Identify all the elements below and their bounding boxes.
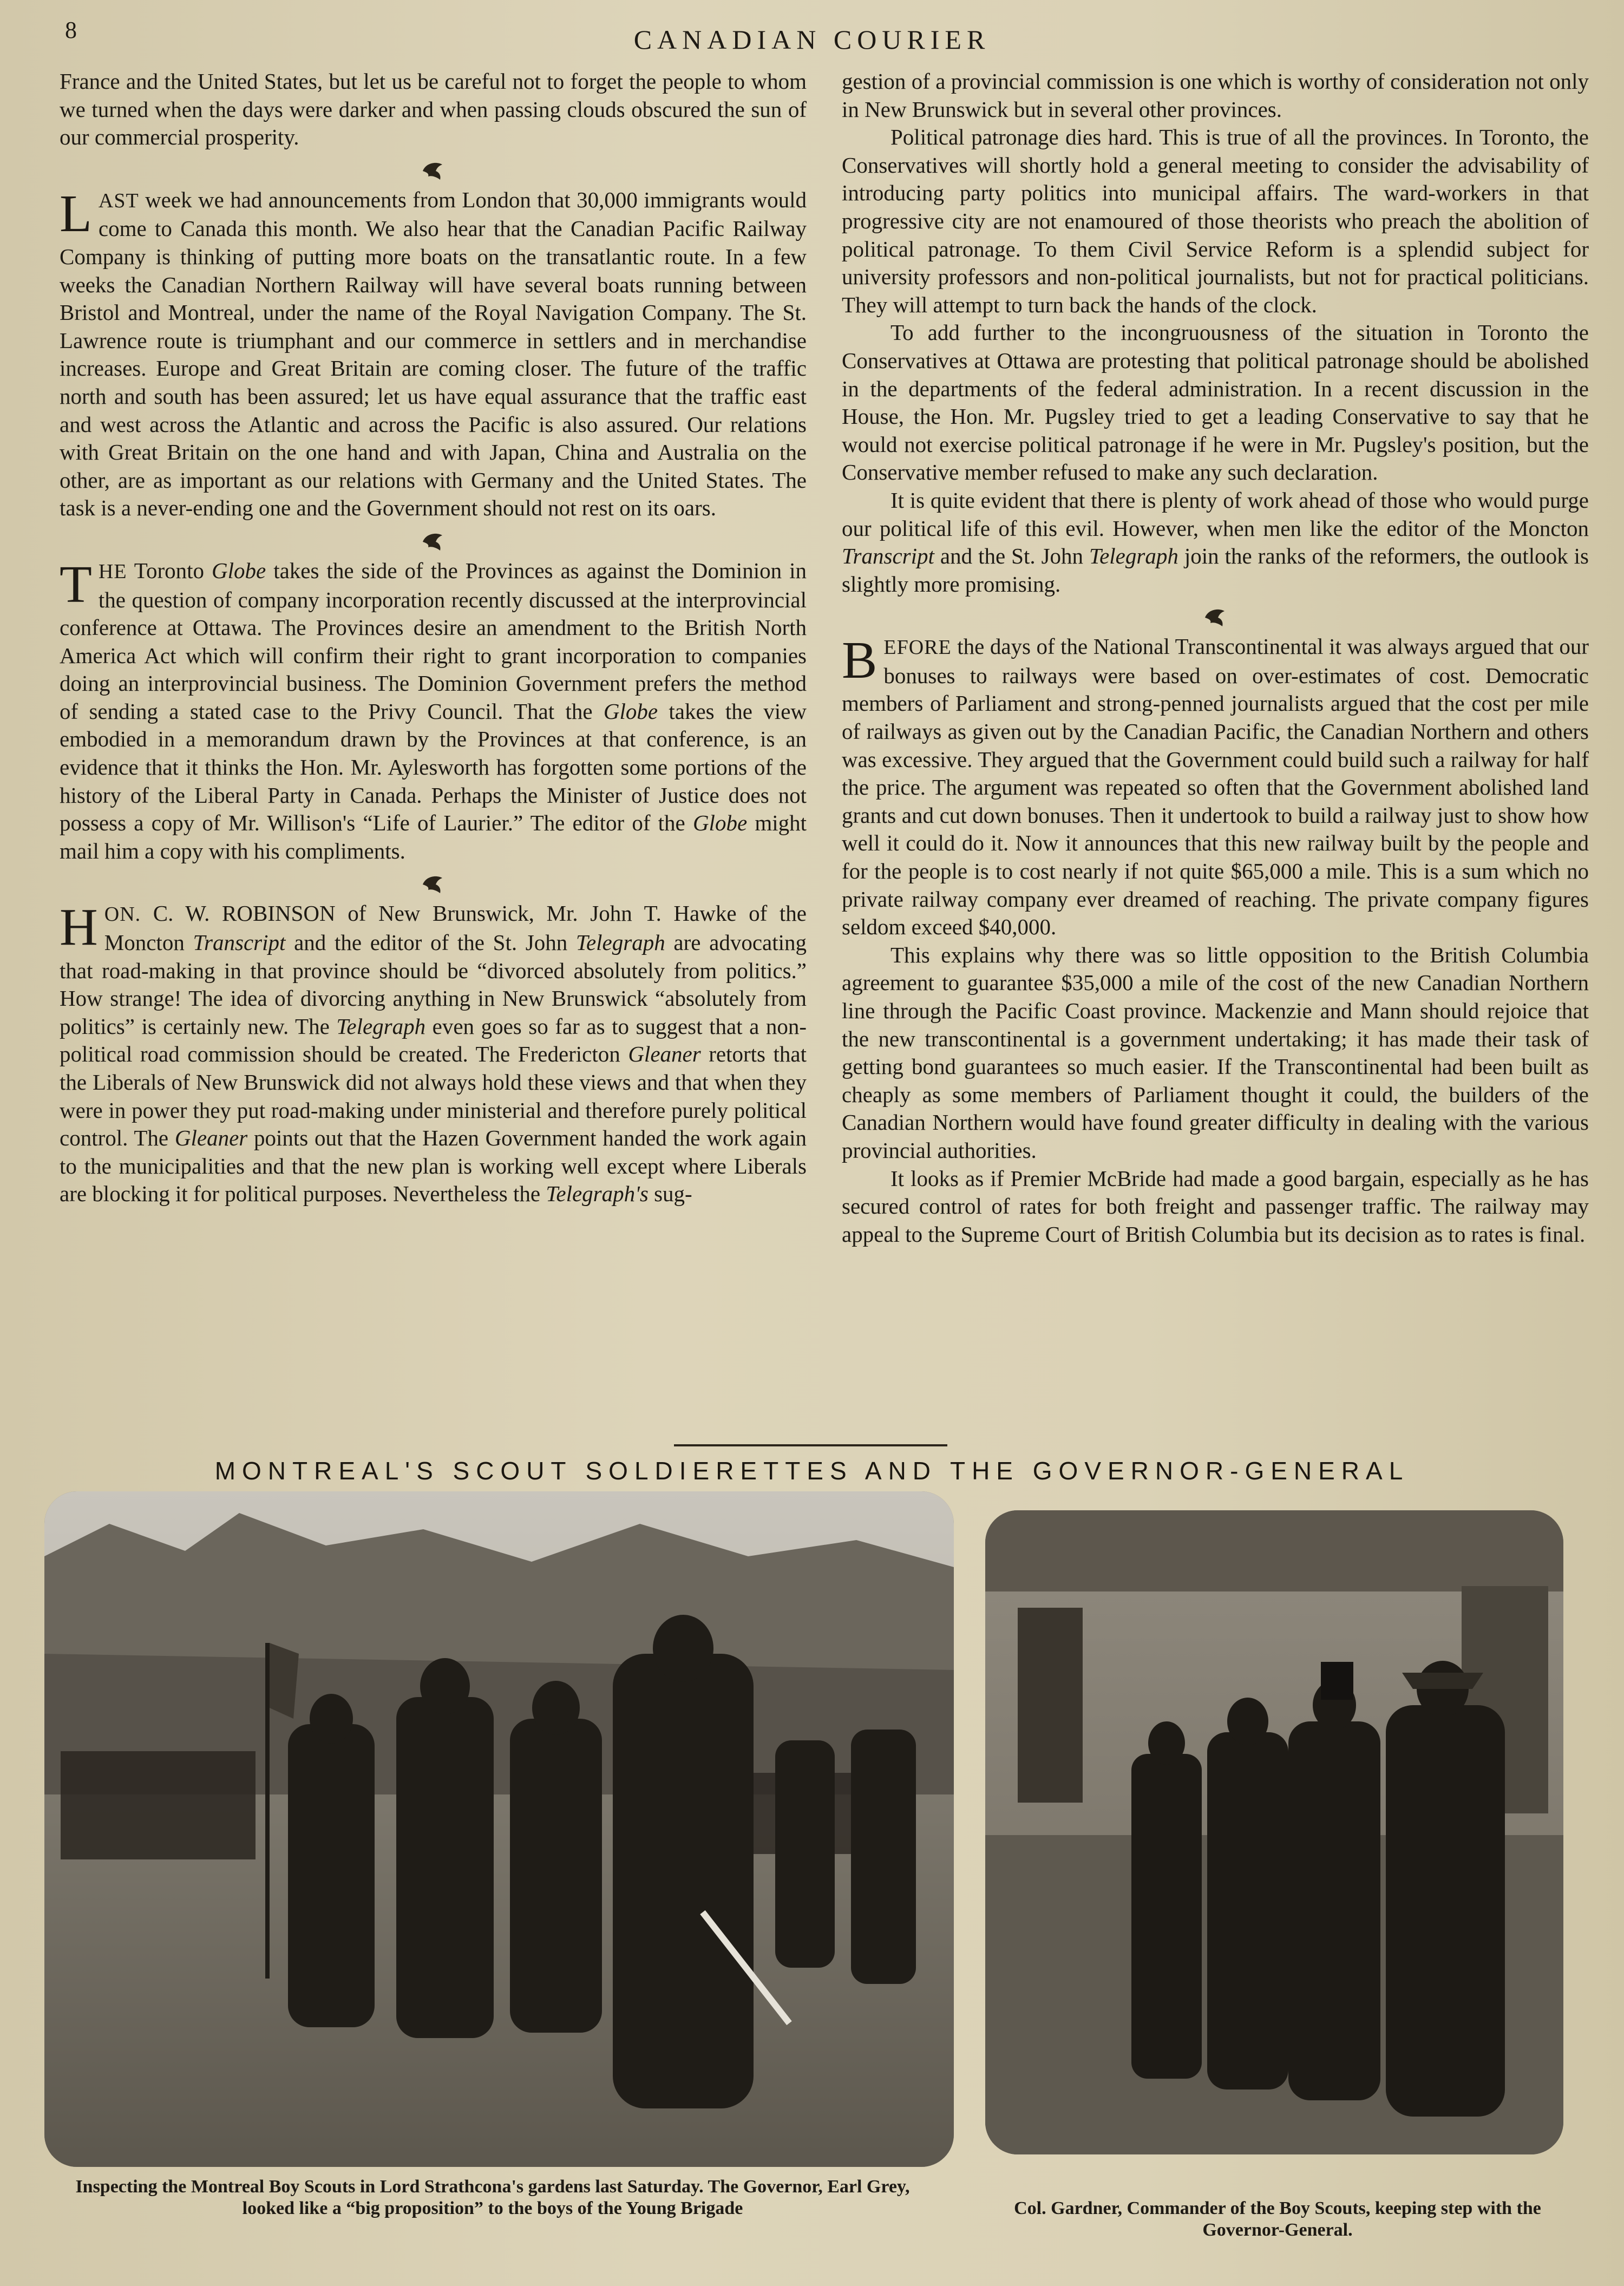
ottawa-paragraph: To add further to the incongruousness of the situation in Toronto the Conservatives at Ottawa are protesting that political patronage should be abolished in the departments of the federal administration. In a recent discussion in the House, the Hon. Mr. Pugsley tried to get a leading Conservative to say that he would not exercise political patronage if he were in Mr. Pugsley's position, but the Conservative member refused to make any such declaration. xyxy=(842,320,1589,485)
roads-paragraph: HON. C. W. ROBINSON of New Brunswick, Mr. John T. Hawke of the Moncton Transcript and the editor of the St. John Telegraph are advocating that road-making in that province should be “divorced absolutely from politics.” How strange! The idea of divorcing anything in New Brunswick “absolutely from politics” is certainly new. The Telegraph even goes so far as to suggest that a non-political road commission should be created. The Fredericton Gleaner retorts that the Liberals of New Brunswick did not always hold these views and that when they were in power they put road-making under ministerial and therefore purely political control. The Gleaner points out that the Hazen Government handed the work again to the municipalities and that the new plan is working well except where Liberals are blocking it for political purposes. Nevertheless the Telegraph's sug- xyxy=(60,898,807,1207)
immigration-paragraph: LAST week we had announcements from London that 30,000 immigrants would come to Canada this month. We also hear that the Canadian Pacific Railway Company is thinking of putting more boats on the transatlantic route. In a few weeks the Canadian Northern Railway will have several boats running between Bristol and Montreal, under the name of the Royal Navigation Company. The St. Lawrence route is triumphant and our commerce in settlers and in merchandise increases. Europe and Great Britain are coming closer. The future of the traffic north and south has been assured; let us have equal assurance that the traffic east and west across the Atlantic and across the Pacific is also assured. Our relations with Great Britain on the one hand and with Japan, China and Australia on the other, are as important as our relations with Germany and the United States. The task is a never-ending one and the Government should not rest on its oars. xyxy=(60,184,807,521)
leaf-ornament-icon xyxy=(60,152,807,186)
dropcap-b: B xyxy=(842,631,878,690)
page-number: 8 xyxy=(65,17,77,43)
section-divider xyxy=(674,1444,947,1446)
globe-paragraph: THE Toronto Globe takes the side of the Provinces as against the Dominion in the question of company incorporation recently discussed at the interprovincial conference at Ottawa. The Provinces desire an amendment to the British North America Act which will confirm their right to grant incorporation to companies doing an interprovincial business. The Dominion Government prefers the method of sending a stated case to the Privy Council. That the Globe takes the view embodied in a memorandum drawn by the Provinces at that conference, is an evidence that it thinks the Hon. Mr. Aylesworth has forgotten some portions of the history of the Liberal Party in Canada. Perhaps the Minister of Justice does not possess a copy of Mr. Willison's “Life of Laurier.” The editor of the Globe might mail him a copy with his compliments. xyxy=(60,555,807,863)
railways-paragraph: BEFORE the days of the National Transcontinental it was always argued that our bonuses to railways were based on over-estimates of cost. Democratic members of Parliament and strong-penned journalists argued that the cost per mile of railways as given out by the Canadian Pacific, the Canadian Northern and others was excessive. They argued that the Government could build such a railway for half the price. The argument was repeated so often that the Government abolished land grants and cut down bonuses. Then it undertook to build a railway just to show how well it could do it. Now it announces that this new railway built by the people and for the people is to cost nearly if not quite $65,000 a mile. This is a sum which no private railway company ever dreamed of reaching. The private company figures seldom exceed $40,000. xyxy=(842,631,1589,940)
photo-section-title: MONTREAL'S SCOUT SOLDIERETTES AND THE GOVERNOR-GENERAL xyxy=(214,1457,1410,1485)
right-photo-caption: Col. Gardner, Commander of the Boy Scouts, keeping step with the Governor-General. xyxy=(1014,2198,1541,2240)
leaf-ornament-icon xyxy=(60,522,807,557)
left-column xyxy=(60,68,807,1432)
scouts-inspection-photo xyxy=(44,1491,954,2167)
dropcap-t: T xyxy=(60,555,92,614)
governor-general-scouts-photo xyxy=(985,1510,1563,2154)
dropcap-l: L xyxy=(60,184,92,243)
leaf-ornament-icon xyxy=(60,865,807,900)
continuation-paragraph: gestion of a provincial commission is one which is worthy of consideration not only in New Brunswick but in several other provinces. xyxy=(842,69,1589,122)
british-columbia-paragraph: This explains why there was so little opposition to the British Columbia agreement to guarantee $35,000 a mile of the cost of the new Canadian Northern line through the Pacific Coast province. Mackenzie and Mann should rejoice that the new transcontinental is a government undertaking; it has made their task of getting bond guarantees so much easier. If the Transcontinental had been built as cheaply as some members of Parliament thought it could, the builders of the Canadian Northern would have found greater difficulty in dealing with the various provincial authorities. xyxy=(842,942,1589,1163)
dropcap-h: H xyxy=(60,898,98,957)
running-head: CANADIAN COURIER xyxy=(633,24,991,55)
leaf-ornament-icon xyxy=(842,598,1589,633)
intro-paragraph: France and the United States, but let us be careful not to forget the people to whom we turned when the days were darker and when passing clouds obscured the sun of our commercial prosperity. xyxy=(60,69,807,150)
left-photo-caption: Inspecting the Montreal Boy Scouts in Lord Strathcona's gardens last Saturday. The Governor, Earl Grey, looked like a “big proposition” to the boys of the Young Brigade xyxy=(75,2177,910,2218)
purge-paragraph: It is quite evident that there is plenty of work ahead of those who would purge our political life of this evil. However, when men like the editor of the Moncton Transcript and the St. John Telegraph join the ranks of the reformers, the outlook is slightly more promising. xyxy=(842,487,1589,597)
mcbride-paragraph: It looks as if Premier McBride had made a good bargain, especially as he has secured control of rates for both freight and passenger traffic. The railway may appeal to the Supreme Court of British Columbia but its decision as to rates is final. xyxy=(842,1165,1589,1247)
patronage-paragraph: Political patronage dies hard. This is true of all the provinces. In Toronto, the Conservatives will shortly hold a general meeting to consider the advisability of introducing party politics into municipal affairs. The ward-workers in that progressive city are not enamoured of those theorists who preach the abolition of political patronage. To them Civil Service Reform is a splendid subject for university professors and non-political journalists, but not for practical politicians. They will attempt to turn back the hands of the clock. xyxy=(842,125,1589,317)
right-column xyxy=(842,68,1589,1432)
